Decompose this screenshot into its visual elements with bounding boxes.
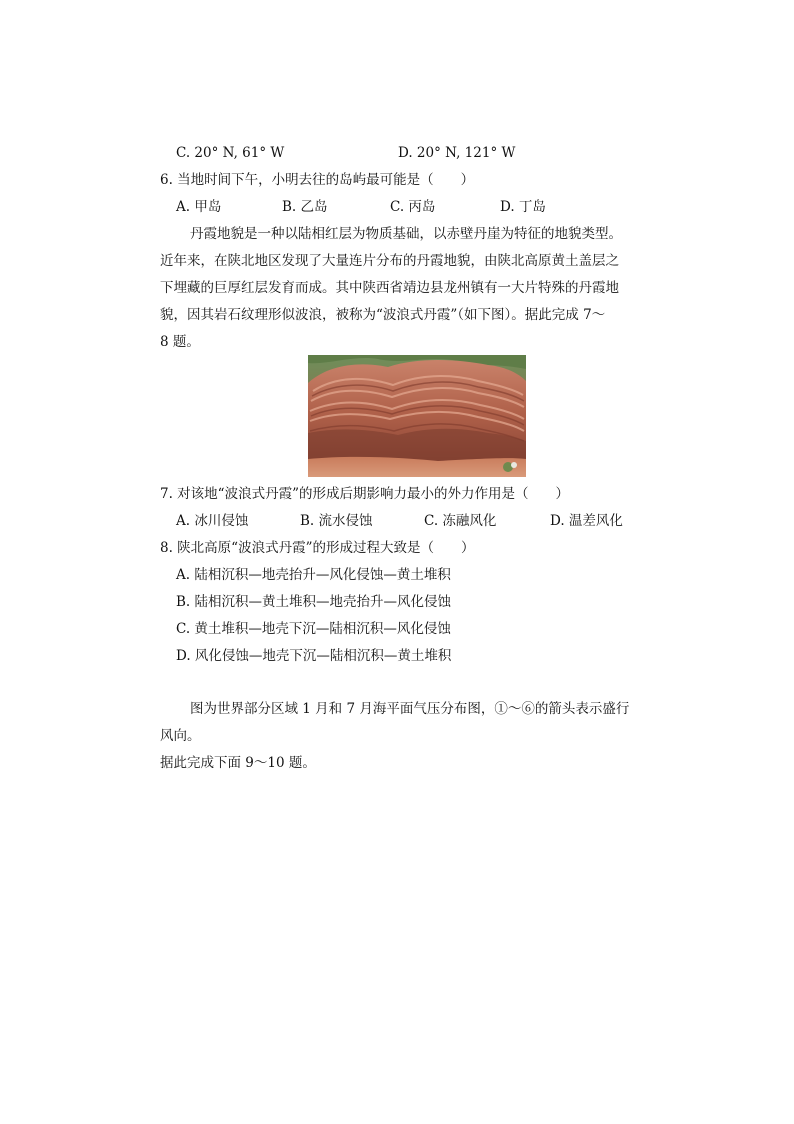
- danxia-rock-photo: [308, 355, 526, 477]
- q8-option-b: B. 陆相沉积—黄土堆积—地壳抬升—风化侵蚀: [176, 594, 452, 610]
- q8-option-a: A. 陆相沉积—地壳抬升—风化侵蚀—黄土堆积: [176, 567, 451, 583]
- passage-pressure-line-3: 据此完成下面 9～10 题。: [160, 755, 316, 771]
- q8-option-d: D. 风化侵蚀—地壳下沉—陆相沉积—黄土堆积: [176, 648, 452, 664]
- q7-option-a: A. 冰川侵蚀: [176, 513, 249, 529]
- passage-danxia-line-2: 近年来，在陕北地区发现了大量连片分布的丹霞地貌，由陕北高原黄土盖层之: [160, 253, 619, 269]
- passage-danxia-line-1: 丹霞地貌是一种以陆相红层为物质基础，以赤壁丹崖为特征的地貌类型。: [190, 226, 622, 242]
- q6-option-d: D. 丁岛: [500, 199, 546, 215]
- passage-pressure-line-1: 图为世界部分区域 1 月和 7 月海平面气压分布图，①～⑥的箭头表示盛行: [190, 701, 630, 717]
- question-6-stem: 6. 当地时间下午，小明去往的岛屿最可能是（ ）: [160, 172, 475, 188]
- q6-option-a: A. 甲岛: [176, 199, 222, 215]
- q7-option-b: B. 流水侵蚀: [300, 513, 373, 529]
- q5-option-c: C. 20° N, 61° W: [176, 145, 285, 161]
- q8-option-c: C. 黄土堆积—地壳下沉—陆相沉积—风化侵蚀: [176, 621, 451, 637]
- q6-option-b: B. 乙岛: [282, 199, 328, 215]
- passage-danxia-line-5: 8 题。: [160, 334, 200, 350]
- passage-pressure-line-2: 风向。: [160, 728, 201, 744]
- question-7-stem: 7. 对该地“波浪式丹霞”的形成后期影响力最小的外力作用是（ ）: [160, 486, 569, 502]
- q7-option-c: C. 冻融风化: [424, 513, 497, 529]
- passage-danxia-line-4: 貌，因其岩石纹理形似波浪，被称为“波浪式丹霞”（如下图）。据此完成 7～: [160, 307, 606, 323]
- q7-option-d: D. 温差风化: [550, 513, 623, 529]
- passage-danxia-line-3: 下埋藏的巨厚红层发育而成。其中陕西省靖边县龙州镇有一大片特殊的丹霞地: [160, 280, 619, 296]
- question-8-stem: 8. 陕北高原“波浪式丹霞”的形成过程大致是（ ）: [160, 540, 475, 556]
- q5-option-d: D. 20° N, 121° W: [398, 145, 516, 161]
- q6-option-c: C. 丙岛: [390, 199, 436, 215]
